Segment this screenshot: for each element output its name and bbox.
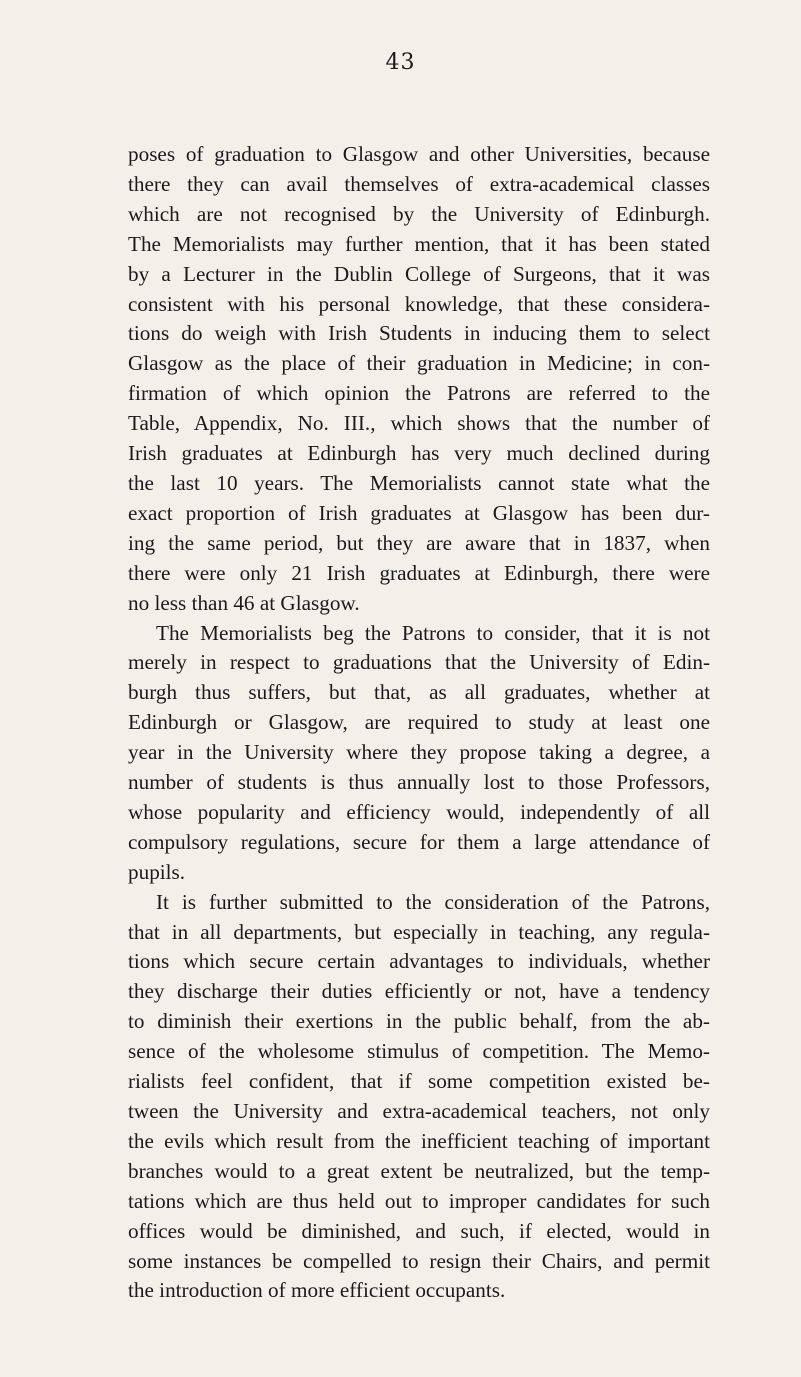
text-line: there were only 21 Irish graduates at Edinburgh, there were	[128, 560, 710, 585]
text-line: burgh thus suffers, but that, as all graduates, whether at	[128, 680, 710, 705]
body-text	[128, 140, 710, 1306]
text-line: some instances be compelled to resign their Chairs, and permit	[128, 1248, 710, 1273]
text-line: The Memorialists may further mention, that it has been stated	[128, 231, 710, 256]
text-line: branches would to a great extent be neutralized, but the temp-	[128, 1158, 710, 1183]
text-line: pupils.	[128, 859, 186, 884]
text-line: exact proportion of Irish graduates at Glasgow has been dur-	[128, 500, 710, 525]
text-line: sence of the wholesome stimulus of competition. The Memo-	[128, 1039, 710, 1064]
text-line: compulsory regulations, secure for them a large attendance of	[128, 829, 710, 854]
text-line: tions which secure certain advantages to individuals, whether	[128, 949, 710, 974]
text-line: merely in respect to graduations that the University of Edin-	[128, 650, 710, 675]
text-line: no less than 46 at Glasgow.	[128, 590, 360, 615]
text-line: number of students is thus annually lost to those Professors,	[128, 770, 710, 795]
text-line: consistent with his personal knowledge, that these considera-	[128, 291, 710, 316]
page-number: 43	[385, 50, 416, 75]
text-line: which are not recognised by the University of Edinburgh.	[128, 201, 710, 226]
text-line: they discharge their duties efficiently or not, have a tendency	[128, 979, 710, 1004]
text-line: to diminish their exertions in the public behalf, from the ab-	[128, 1009, 710, 1034]
text-line: tations which are thus held out to improper candidates for such	[128, 1188, 710, 1213]
text-line: the last 10 years. The Memorialists cannot state what the	[128, 470, 710, 495]
text-line: Irish graduates at Edinburgh has very much declined during	[128, 441, 710, 466]
text-line: tween the University and extra-academical teachers, not only	[128, 1099, 710, 1123]
text-line: It is further submitted to the consideration of the Patrons,	[156, 889, 710, 914]
text-line: Edinburgh or Glasgow, are required to study at least one	[128, 710, 710, 735]
text-line: by a Lecturer in the Dublin College of Surgeons, that it was	[128, 261, 710, 286]
text-line: rialists feel confident, that if some competition existed be-	[128, 1069, 710, 1094]
text-line: poses of graduation to Glasgow and other Universities, because	[128, 142, 710, 166]
text-line: Glasgow as the place of their graduation in Medicine; in con-	[128, 351, 710, 376]
paragraph-2	[128, 619, 710, 888]
text-line: firmation of which opinion the Patrons are referred to the	[128, 381, 710, 406]
text-line: ing the same period, but they are aware that in 1837, when	[128, 530, 710, 555]
text-line: The Memorialists beg the Patrons to consider, that it is not	[156, 620, 710, 645]
text-line: offices would be diminished, and such, if elected, would in	[128, 1218, 710, 1243]
paragraph-3	[128, 888, 710, 1307]
text-line: there they can avail themselves of extra-academical classes	[128, 171, 710, 196]
text-line: the introduction of more efficient occupants.	[128, 1278, 506, 1303]
text-line: whose popularity and efficiency would, independently of all	[128, 799, 710, 824]
paragraph-1	[128, 140, 710, 619]
text-line: the evils which result from the inefficient teaching of important	[128, 1128, 710, 1153]
text-line: year in the University where they propose taking a degree, a	[128, 740, 710, 765]
text-line: tions do weigh with Irish Students in inducing them to select	[128, 321, 710, 346]
text-line: Table, Appendix, No. III., which shows that the number of	[128, 411, 710, 436]
text-line: that in all departments, but especially in teaching, any regula-	[128, 919, 710, 944]
